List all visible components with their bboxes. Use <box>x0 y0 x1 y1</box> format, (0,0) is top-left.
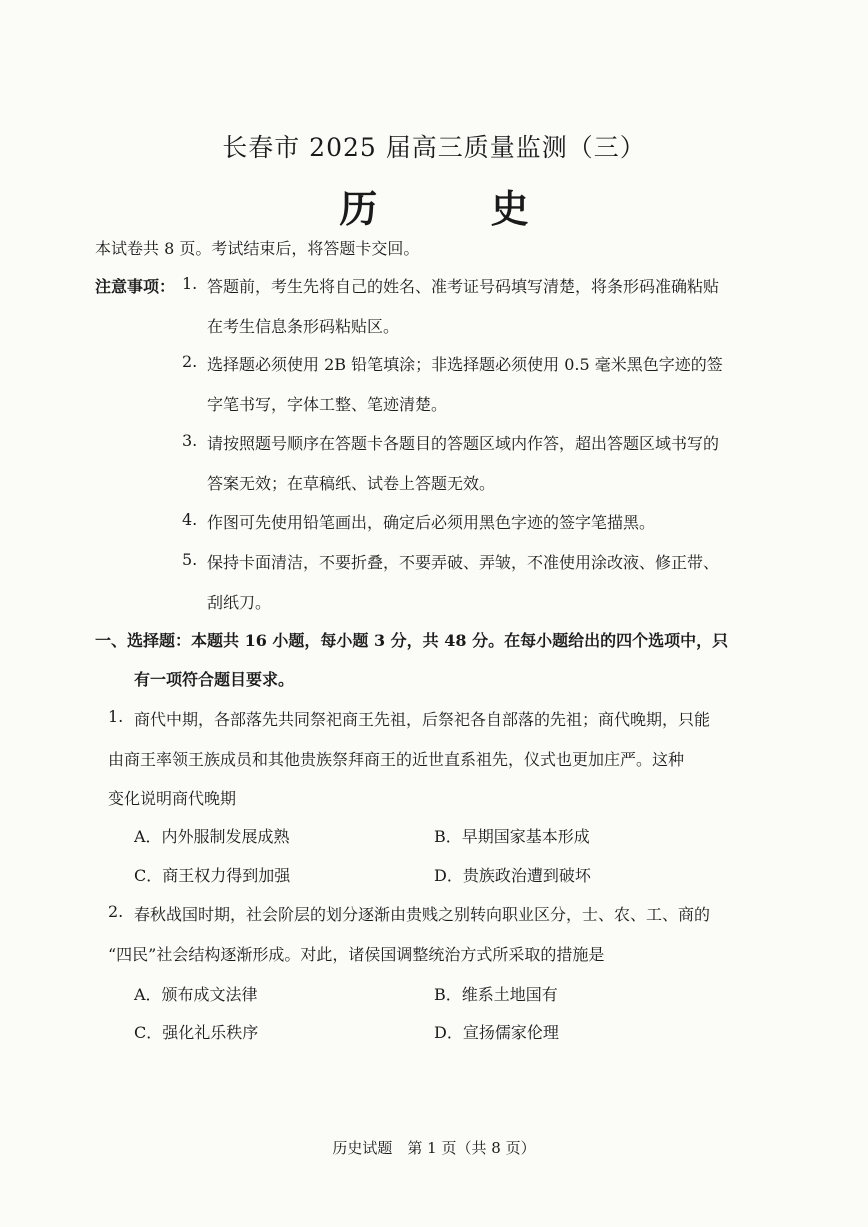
option-b: B．早期国家基本形成 <box>434 827 590 846</box>
question-text: 由商王率领王族成员和其他贵族祭拜商王的近世直系祖先，仪式也更加庄严。这种 <box>108 750 685 769</box>
option-b: B．维系土地国有 <box>434 985 558 1004</box>
note-number: 1. <box>182 274 198 293</box>
note-line: 请按照题号顺序在答题卡各题目的答题区域内作答，超出答题区域书写的 <box>207 434 720 453</box>
option-d: D．贵族政治遭到破坏 <box>434 866 591 885</box>
note-line: 选择题必须使用 2B 铅笔填涂；非选择题必须使用 0.5 毫米黑色字迹的签 <box>207 355 723 374</box>
note-number: 5. <box>182 550 198 569</box>
note-number: 2. <box>182 352 198 371</box>
note-number: 4. <box>182 510 198 529</box>
note-line: 刮纸刀。 <box>207 593 272 612</box>
note-line: 作图可先使用铅笔画出，确定后必须用黑色字迹的签字笔描黑。 <box>207 513 656 532</box>
question-text: 春秋战国时期，社会阶层的划分逐渐由贵贱之别转向职业区分，士、农、工、商的 <box>134 905 711 924</box>
note-line: 答案无效；在草稿纸、试卷上答题无效。 <box>207 474 496 493</box>
subject-title: 历 史 <box>339 186 579 231</box>
question-text: 变化说明商代晚期 <box>108 789 237 808</box>
exam-title: 长春市 2025 届高三质量监测（三） <box>222 133 646 162</box>
option-a: A．颁布成文法律 <box>134 985 258 1004</box>
notes-label: 注意事项： <box>95 277 176 296</box>
intro-text: 本试卷共 8 页。考试结束后，将答题卡交回。 <box>95 239 420 258</box>
note-number: 3. <box>182 431 198 450</box>
note-line: 字笔书写，字体工整、笔迹清楚。 <box>207 395 448 414</box>
note-line: 答题前，考生先将自己的姓名、准考证号码填写清楚，将条形码准确粘贴 <box>207 277 720 296</box>
option-d: D．宣扬儒家伦理 <box>434 1023 559 1042</box>
option-c: C．强化礼乐秩序 <box>134 1023 259 1042</box>
option-c: C．商王权力得到加强 <box>134 866 291 885</box>
question-number: 2. <box>108 902 124 921</box>
section-heading: 一、选择题：本题共 16 小题，每小题 3 分，共 48 分。在每小题给出的四个选项中，只 <box>95 631 729 650</box>
note-line: 在考生信息条形码粘贴区。 <box>207 317 400 336</box>
option-a: A．内外服制发展成熟 <box>134 827 290 846</box>
page-footer: 历史试题 第 1 页（共 8 页） <box>332 1139 536 1157</box>
section-heading: 有一项符合题目要求。 <box>134 670 295 689</box>
note-line: 保持卡面清洁，不要折叠，不要弄破、弄皱，不准使用涂改液、修正带、 <box>207 553 720 572</box>
question-text: “四民”社会结构逐渐形成。对此，诸侯国调整统治方式所采取的措施是 <box>108 945 605 964</box>
question-number: 1. <box>108 707 124 726</box>
question-text: 商代中期，各部落先共同祭祀商王先祖，后祭祀各自部落的先祖；商代晚期，只能 <box>134 710 711 729</box>
